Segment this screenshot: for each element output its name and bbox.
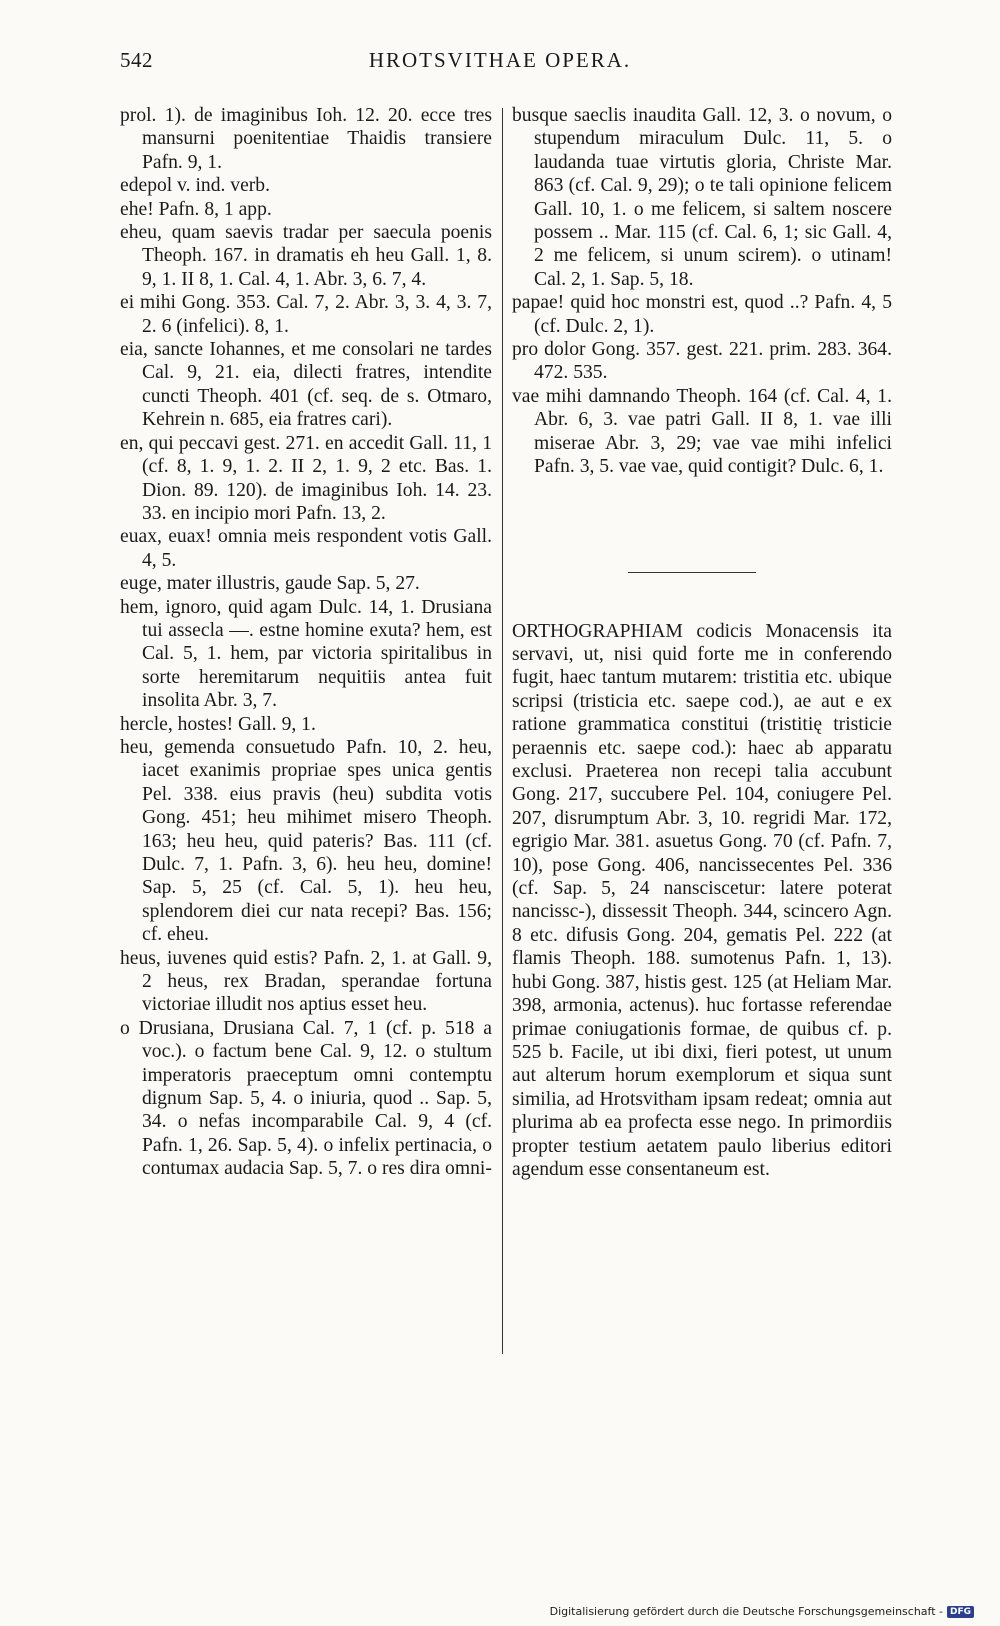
index-entry: ehe! Pafn. 8, 1 app.: [120, 198, 272, 220]
index-entry: papae! quid hoc monstri est, quod ..? Pafn. 4, 5 (cf. Dulc. 2, 1).: [512, 292, 892, 337]
right-column: [512, 104, 892, 479]
index-entry: prol. 1). de imaginibus Ioh. 12. 20. ecce tres mansurni poenitentiae Thaidis transiere Pafn. 9, 1.: [120, 105, 492, 173]
index-entry: eheu, quam saevis tradar per saecula poenis Theoph. 167. in dramatis eh heu Gall. 1, 8. 9, 1. II 8, 1. Cal. 4, 1. Abr. 3, 6. 7, 4.: [120, 222, 492, 290]
page-header: [120, 48, 880, 78]
section-separator: [628, 572, 756, 573]
index-entry: heu, gemenda consuetudo Pafn. 10, 2. heu, iacet exanimis propriae spes unica gentis Pel. 338. eius pravis (heu) subdita votis Gong. 451; heu mihimet misero Theoph. 163; heu heu, quid pateris? Bas. 111 (cf. Dulc. 7, 1. Pafn. 3, 6). heu heu, domine! Sap. 5, 25 (cf. Cal. 5, 1). heu heu, splendorem diei cur nata recepi? Bas. 156; cf. eheu.: [120, 736, 492, 946]
index-entry: eia, sancte Iohannes, et me consolari ne tardes Cal. 9, 21. eia, dilecti fratres, intendite cuncti Theoph. 401 (cf. seq. de s. Otmaro, Kehrein n. 685, eia fratres cari).: [120, 339, 492, 431]
index-entry: o Drusiana, Drusiana Cal. 7, 1 (cf. p. 518 a voc.). o factum bene Cal. 9, 12. o stultum imperatoris praeceptum omni contemptu dignum Sap. 5, 4. o iniuria, quod .. Sap. 5, 34. o nefas incomparabile Cal. 9, 4 (cf. Pafn. 1, 26. Sap. 5, 4). o infelix pertinacia, o contumax audacia Sap. 5, 7. o res dira omni-: [120, 1017, 492, 1180]
digitization-footer: [550, 1605, 974, 1618]
index-entry: busque saeclis inaudita Gall. 12, 3. o novum, o stupendum miraculum Dulc. 11, 5. o laudanda tuae virtutis gloria, Christe Mar. 863 (cf. Cal. 9, 29); o te tali opinione felicem Gall. 10, 1. o me felicem, si saltem noscere possem .. Mar. 115 (cf. Cal. 6, 1; sic Gall. 4, 2 me felicem, si unum scirem). o utinam! Cal. 2, 1. Sap. 5, 18.: [512, 105, 892, 290]
column-divider: [502, 108, 503, 1354]
index-entry: euax, euax! omnia meis respondent votis Gall. 4, 5.: [120, 526, 492, 571]
index-entry: hercle, hostes! Gall. 9, 1.: [120, 713, 316, 735]
page-number: 542: [120, 48, 153, 72]
left-column: [120, 104, 492, 1181]
dfg-logo: DFG: [947, 1606, 974, 1618]
footer-credit: Digitalisierung gefördert durch die Deutsche Forschungsgemeinschaft -: [549, 1605, 943, 1618]
running-title: HROTSVITHAE OPERA.: [368, 48, 632, 72]
index-entry: vae mihi damnando Theoph. 164 (cf. Cal. 4, 1. Abr. 6, 3. vae patri Gall. II 8, 1. vae illi miserae Abr. 3, 29; vae vae mihi infelici Pafn. 3, 5. vae vae, quid contigit? Dulc. 6, 1.: [512, 385, 892, 478]
index-entry: pro dolor Gong. 357. gest. 221. prim. 283. 364. 472. 535.: [512, 339, 892, 384]
index-entry: euge, mater illustris, gaude Sap. 5, 27.: [120, 573, 420, 595]
index-entry: edepol v. ind. verb.: [120, 175, 270, 197]
orthography-note: ORTHOGRAPHIAM codicis Monacensis ita servavi, ut, nisi quid forte me in conferendo fugit, haec tantum mutarem: tristitia etc. ubique scripsi (tristicia etc. saepe cod.), ae aut e ex ratione grammatica constitui (tristitię tristicie peraennis etc. saepe cod.): haec ab apparatu exclusi. Praeterea non recepi talia accubunt Gong. 217, succubere Pel. 104, coniugere Pel. 207, disrumptum Abr. 3, 10. regridi Mar. 172, egrigio Mar. 381. asuetus Gong. 70 (cf. Pafn. 7, 10), pose Gong. 406, nancissecentes Pel. 336 (cf. Sap. 5, 24 nansciscetur: latere poterat nancissc-), dissessit Theoph. 344, scincero Agn. 8 etc. difusis Gong. 204, gematis Pel. 222 (at flamis Theoph. 188. sumotenus Pafn. 1, 13). hubi Gong. 387, histis gest. 125 (at Heliam Mar. 398, armonia, actenus). huc fortasse referendae primae coniugationis formae, de quibus cf. p. 525 b. Facile, ut ibi dixi, fieri potest, ut unum aut alterum horum exemplorum et siqua sunt similia, ad Hrotsvitham ipsam redeat; omnia aut plurima ab ea profecta esse nego. In primordiis propter testium aetatem paulo liberius editori agendum esse consentaneum est.: [512, 620, 892, 1180]
index-entry: en, qui peccavi gest. 271. en accedit Gall. 11, 1 (cf. 8, 1. 9, 1. 2. II 2, 1. 9, 2 etc. Bas. 1. Dion. 89. 120). de imaginibus Ioh. 14. 23. 33. en incipio mori Pafn. 13, 2.: [120, 432, 492, 524]
index-entry: heus, iuvenes quid estis? Pafn. 2, 1. at Gall. 9, 2 heus, rex Bradan, sperandae fortuna victoriae illudit nos aptius esset heu.: [120, 947, 492, 1016]
index-entry: hem, ignoro, quid agam Dulc. 14, 1. Drusiana tui assecla —. estne homine exuta? hem, est Cal. 5, 1. hem, par victoria spiritalibus in sorte heremitarum nequitiis antea fuit insolita Abr. 3, 7.: [120, 596, 492, 712]
index-entry: ei mihi Gong. 353. Cal. 7, 2. Abr. 3, 3. 4, 3. 7, 2. 6 (infelici). 8, 1.: [120, 292, 492, 337]
